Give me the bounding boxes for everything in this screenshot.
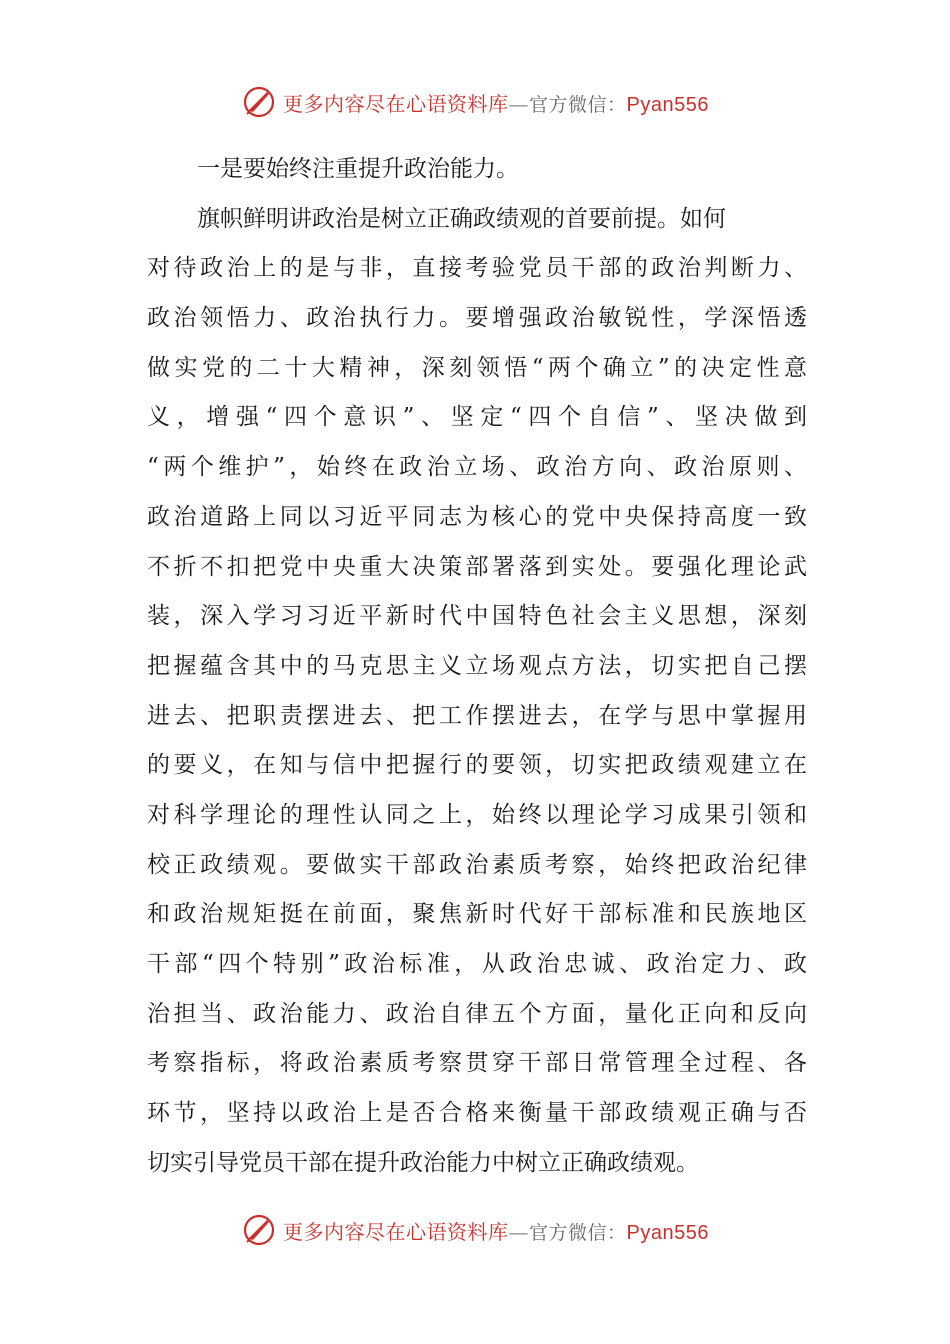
paragraph-line: 把握蕴含其中的马克思主义立场观点方法，切实把自己摆 [147,652,807,679]
header-watermark [0,82,950,122]
paragraph-line: 考察指标，将政治素质考察贯穿干部日常管理全过程、各 [147,1050,807,1077]
paragraph-line: 义，增强“四个意识”、坚定“四个自信”、坚决做到 [147,404,807,431]
watermark-dash: — [508,91,529,116]
paragraph-line: 治担当、政治能力、政治自律五个方面，量化正向和反向 [147,1000,807,1027]
paragraph-line: 做实党的二十大精神，深刻领悟“两个确立”的决定性意 [147,354,807,381]
footer-watermark [0,1210,950,1250]
paragraph-line: 对科学理论的理性认同之上，始终以理论学习成果引领和 [147,801,807,828]
paragraph-line: 进去、把职责摆进去、把工作摆进去，在学与思中掌握用 [147,702,807,729]
paragraph-line: 不折不扣把党中央重大决策部署落到实处。要强化理论武 [147,553,807,580]
watermark-dash: — [508,1219,529,1244]
section-heading: 一是要始终注重提升政治能力。 [197,156,519,182]
paragraph-line: 干部“四个特别”政治标准，从政治忠诚、政治定力、政 [147,951,807,977]
watermark-brand: 更多内容尽在心语资料库 [283,1219,509,1244]
quill-logo-icon [241,1212,277,1248]
quill-logo-icon [241,84,277,120]
paragraph-line: 旗帜鲜明讲政治是树立正确政绩观的首要前提。如何 [197,205,726,232]
paragraph-line: 环节，坚持以政治上是否合格来衡量干部政绩观正确与否 [147,1100,807,1127]
paragraph-line: 和政治规矩挺在前面，聚焦新时代好干部标准和民族地区 [147,901,807,928]
watermark-brand: 更多内容尽在心语资料库 [283,91,509,116]
paragraph-line: 的要义，在知与信中把握行的要领，切实把政绩观建立在 [147,752,807,779]
watermark-id: Pyan556 [626,93,709,116]
paragraph-line: 政治领悟力、政治执行力。要增强政治敏锐性，学深悟透 [147,305,807,332]
document-body [147,145,807,1188]
paragraph-line: 装，深入学习习近平新时代中国特色社会主义思想，深刻 [147,603,807,630]
paragraph-line: 对待政治上的是与非，直接考验党员干部的政治判断力、 [147,255,807,282]
watermark-id: Pyan556 [626,1221,709,1244]
watermark-text [283,1216,709,1245]
paragraph-line: 切实引导党员干部在提升政治能力中树立正确政绩观。 [147,1149,699,1176]
watermark-text [283,88,709,117]
paragraph-line: 校正政绩观。要做实干部政治素质考察，始终把政治纪律 [147,851,807,878]
watermark-label: 官方微信： [529,1221,627,1244]
watermark-label: 官方微信： [529,93,627,116]
paragraph-line: “两个维护”，始终在政治立场、政治方向、政治原则、 [147,454,807,481]
paragraph-line: 政治道路上同以习近平同志为核心的党中央保持高度一致 [147,503,807,530]
